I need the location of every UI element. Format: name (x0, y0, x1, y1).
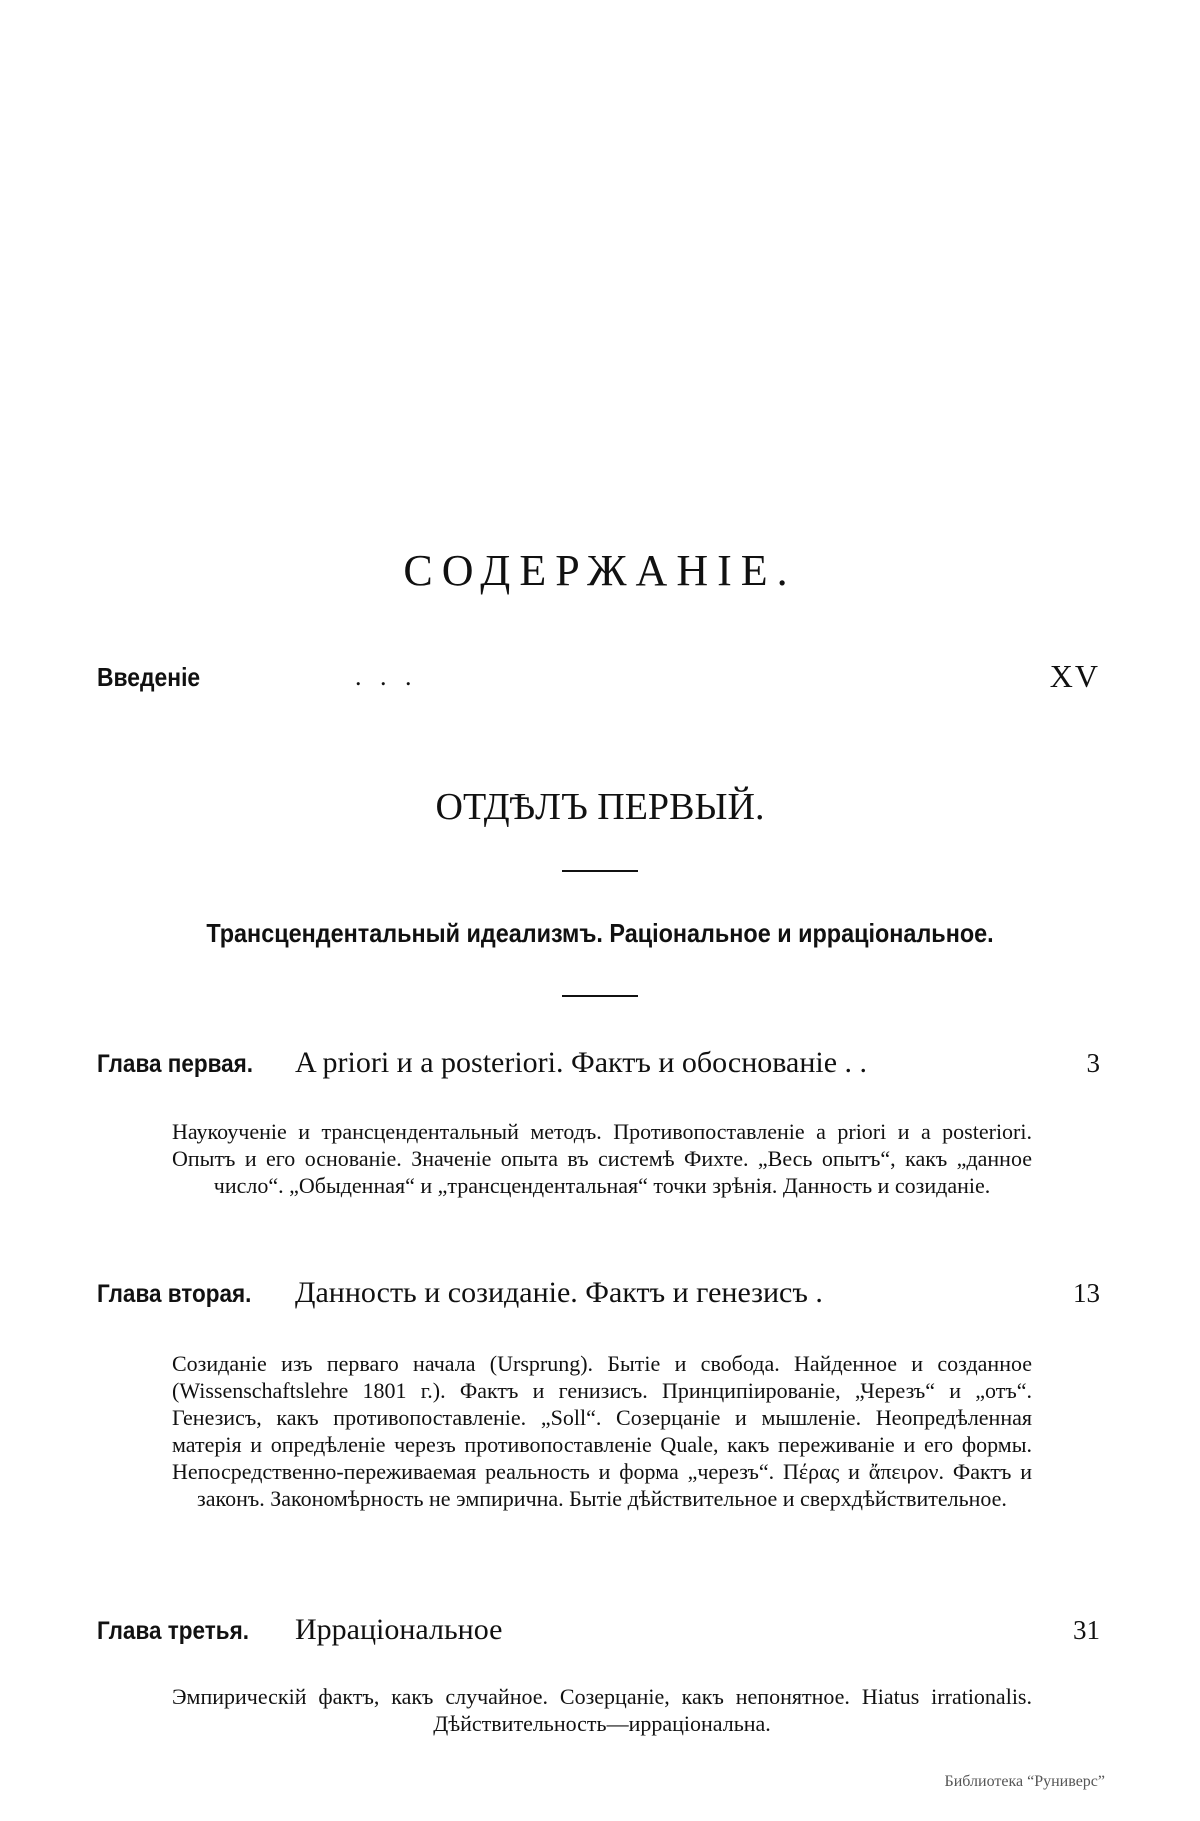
chapter-title: A priori и a posteriori. Фактъ и обоснованіе . . (295, 1046, 868, 1079)
chapter-page-number: 31 (1073, 1615, 1100, 1645)
intro-page-number: XV (1049, 658, 1100, 694)
intro-leader-dots: . . . (355, 662, 418, 691)
section-rule-top (562, 870, 638, 872)
chapter-entry[interactable] (97, 1046, 1100, 1090)
chapter-label: Глава вторая. (97, 1280, 252, 1308)
chapter-page-number: 3 (1086, 1048, 1100, 1078)
section-rule-bottom (562, 995, 638, 997)
chapter-title: Ирраціональное (295, 1613, 503, 1646)
page-title: СОДЕРЖАНІЕ. (403, 546, 797, 595)
intro-entry[interactable] (97, 658, 1100, 706)
section-heading: ОТДѢЛЪ ПЕРВЫЙ. (435, 786, 765, 828)
chapter-entry[interactable] (97, 1276, 1100, 1320)
chapter-page-number: 13 (1073, 1278, 1100, 1308)
section-subtitle: Трансцендентальный идеализмъ. Раціональное и ирраціональное. (206, 918, 994, 948)
chapter-title: Данность и созиданіе. Фактъ и генезисъ . (295, 1276, 823, 1309)
chapter-summary: Эмпирическій фактъ, какъ случайное. Созерцаніе, какъ непонятное. Hiatus irrationalis. Дѣйствительность—ирраціональна. (172, 1684, 1032, 1736)
chapter-summary: Наукоученіе и трансцендентальный методъ. Противопоставленіе a priori и a posteriori. Опытъ и его основаніе. Значеніе опыта въ системѣ Фихте. „Весь опытъ“, какъ „данное число“. „Обыденная“ и „трансцендентальная“ точки зрѣнія. Данность и созиданіе. (172, 1119, 1032, 1198)
chapter-label: Глава третья. (97, 1617, 249, 1645)
chapter-summary: Созиданіе изъ перваго начала (Ursprung). Бытіе и свобода. Найденное и созданное (Wissenschaftslehre 1801 г.). Фактъ и генизисъ. Принципіированіе, „Черезъ“ и „отъ“. Генезисъ, какъ противопоставленіе. „Soll“. Созерцаніе и мышленіе. Неопредѣленная матерія и опредѣленіе черезъ противопоставленіе Quale, какъ переживаніе и его формы. Непосредственно-переживаемая реальность и форма „черезъ“. Πέρας и ἄπειρον. Фактъ и законъ. Закономѣрность не эмпирична. Бытіе дѣйствительное и сверхдѣйствительное. (172, 1351, 1032, 1511)
chapter-label: Глава первая. (97, 1050, 254, 1078)
intro-label: Введеніе (97, 662, 201, 692)
chapter-entry[interactable] (97, 1613, 1100, 1657)
library-watermark: Библиотека “Руниверс” (944, 1773, 1105, 1790)
